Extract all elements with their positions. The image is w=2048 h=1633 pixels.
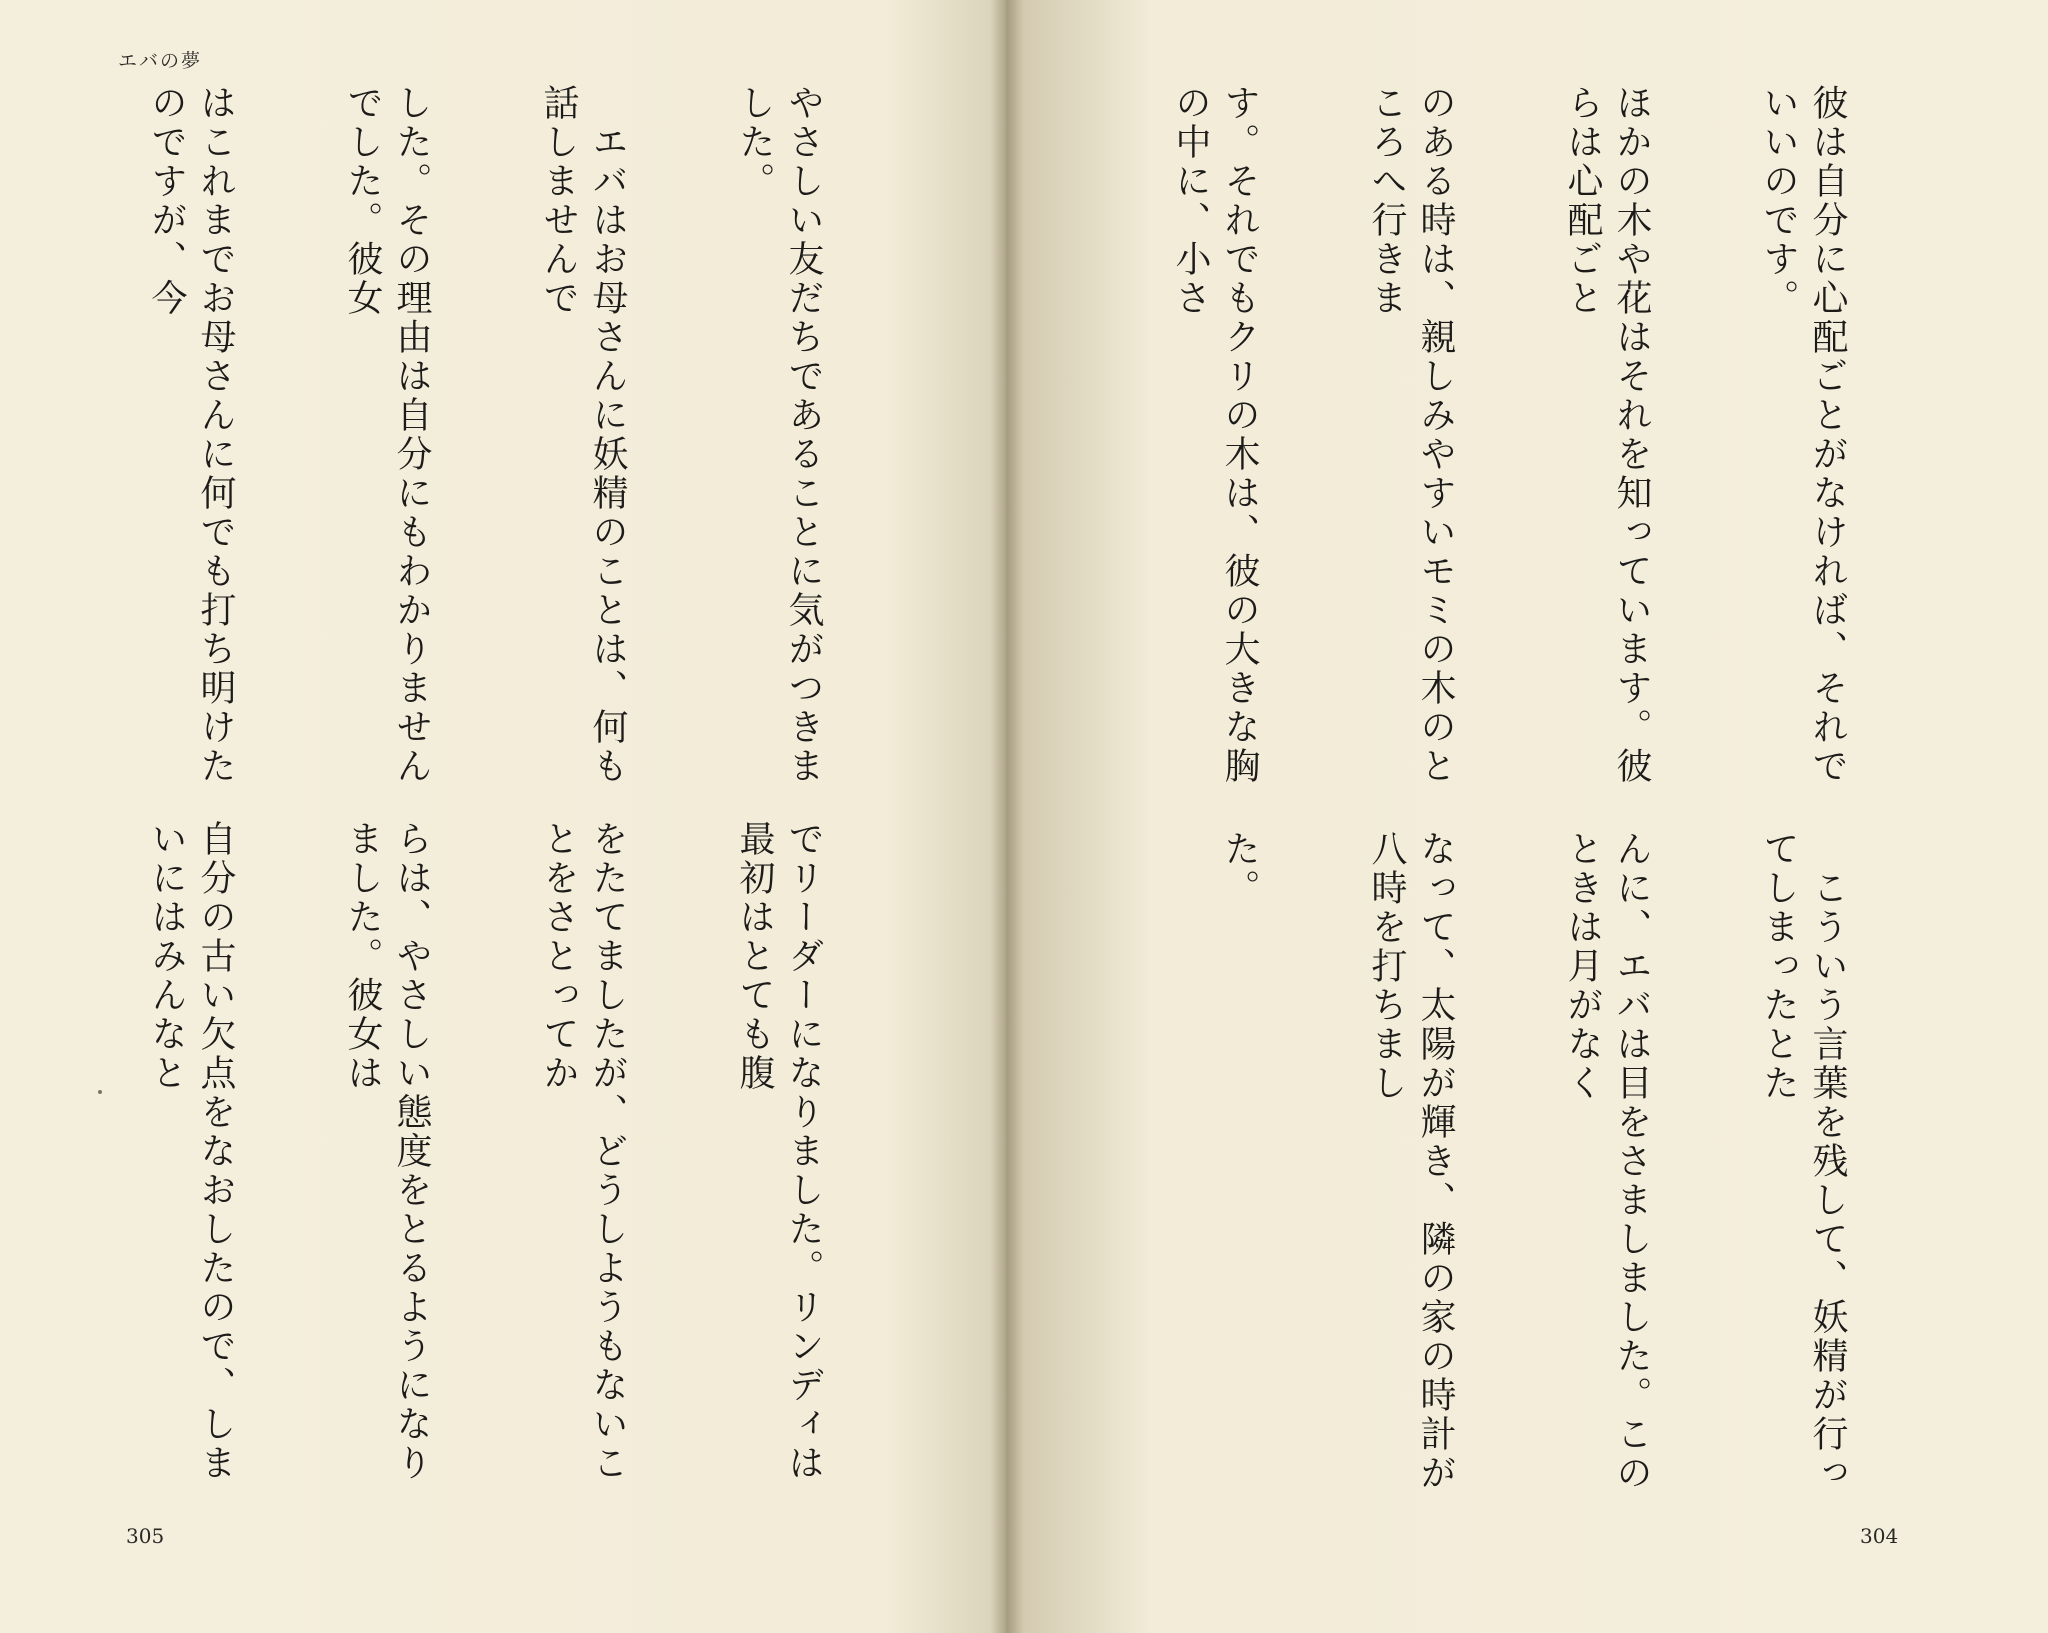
text-line: はこれまでお母さんに何でも打ち明けたのですが、今 <box>146 84 236 786</box>
page-number-left: 305 <box>126 1524 165 1548</box>
text-line: のある時は、親しみやすいモミの木のところへ行きま <box>1366 84 1456 786</box>
right-page-top-text <box>1120 84 1950 824</box>
text-line: らは、やさしい態度をとるようになりました。彼女は <box>342 820 432 1483</box>
left-page-bottom-text <box>106 820 926 1510</box>
text-line: た。 <box>1219 830 1260 908</box>
book-gutter <box>990 0 1024 1633</box>
text-line: ほかの木や花はそれを知っています。彼らは心配ごと <box>1562 84 1652 786</box>
text-line: なって、太陽が輝き、隣の家の時計が八時を打ちまし <box>1366 830 1456 1493</box>
speck-mark <box>98 1090 102 1094</box>
right-page-bottom-text <box>1120 830 1950 1520</box>
page-number-right: 304 <box>1860 1524 1899 1548</box>
text-line: をたてましたが、どうしようもないことをさとってか <box>538 820 628 1483</box>
text-line: でリーダーになりました。リンディは最初はとても腹 <box>734 820 824 1483</box>
right-page <box>1006 0 2048 1633</box>
text-line: やさしい友だちであることに気がつきました。 <box>734 84 824 786</box>
text-line: こういう言葉を残して、妖精が行ってしまったとた <box>1758 830 1848 1493</box>
text-line: エバはお母さんに妖精のことは、何も話しませんで <box>538 84 628 786</box>
text-line: した。その理由は自分にもわかりませんでした。彼女 <box>342 84 432 786</box>
left-page <box>0 0 1006 1633</box>
text-line: 自分の古い欠点をなおしたので、しまいにはみんなと <box>146 820 236 1483</box>
running-head: エバの夢 <box>118 50 203 72</box>
text-line: 彼は自分に心配ごとがなければ、それでいいのです。 <box>1758 84 1848 786</box>
text-line: んに、エバは目をさましました。このときは月がなく <box>1562 830 1652 1493</box>
left-page-top-text <box>106 84 926 804</box>
text-line: す。それでもクリの木は、彼の大きな胸の中に、小さ <box>1170 84 1260 786</box>
